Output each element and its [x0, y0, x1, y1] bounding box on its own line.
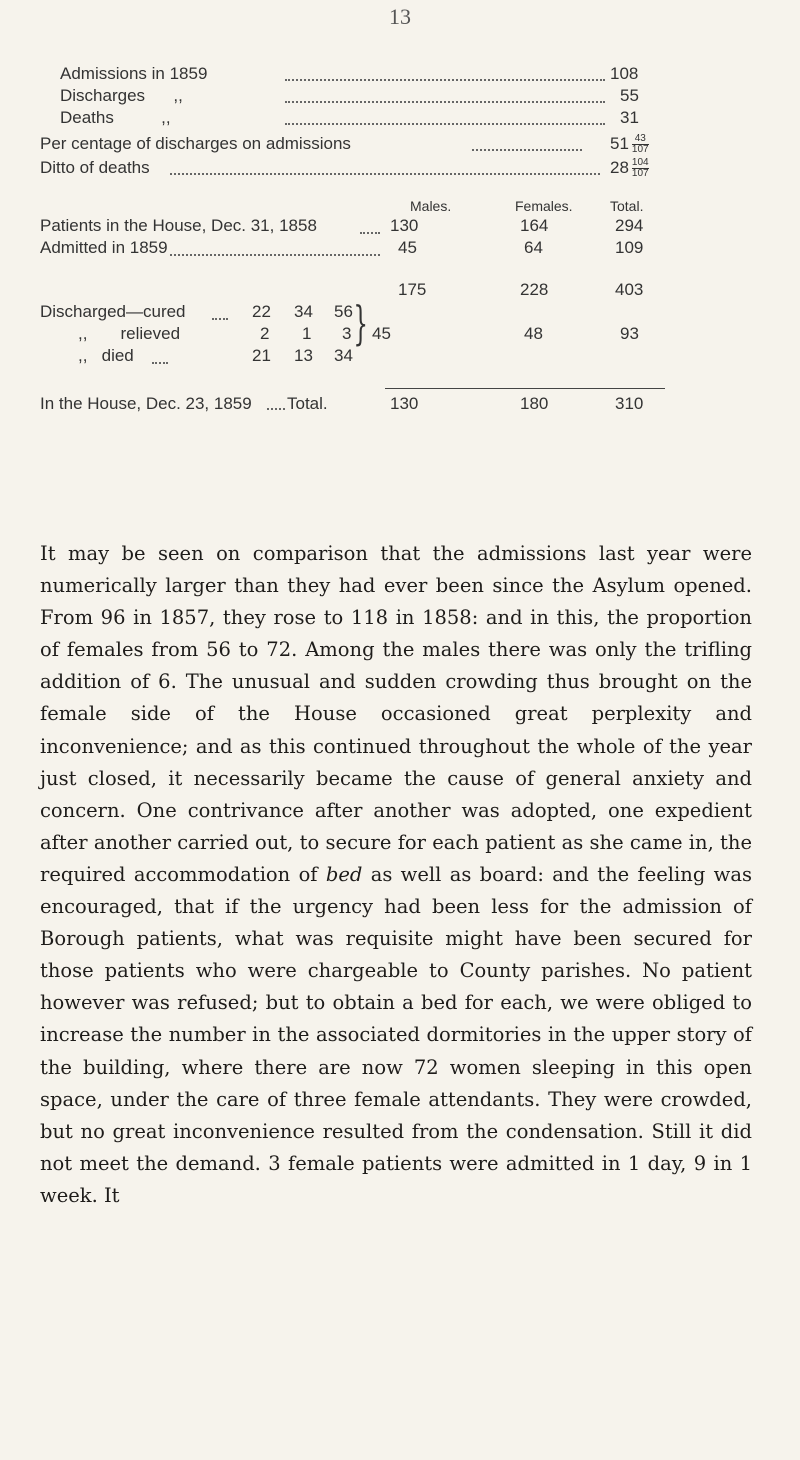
percentage-label: Per centage of discharges on admissions: [40, 134, 351, 153]
summary-label: Deaths ,,: [60, 108, 171, 127]
leader-dots: [360, 226, 380, 234]
percentage-row-discharges: [40, 134, 760, 158]
percentage-value: [610, 134, 649, 155]
discharged-label: ,, died: [78, 346, 134, 365]
leader-dots: [170, 248, 380, 256]
column-header-females: Females.: [515, 198, 573, 214]
percentages: [40, 134, 760, 182]
discharged-cell: 34: [294, 302, 313, 321]
fraction-denominator: 107: [631, 168, 649, 180]
percentage-whole: 51: [610, 134, 629, 153]
admissions-summary: [40, 64, 760, 130]
total-cell: 294: [615, 216, 644, 235]
summary-label: Discharges ,,: [60, 86, 183, 105]
leader-dots: [472, 143, 582, 151]
discharged-cell: 2: [260, 324, 270, 343]
leader-dots: [267, 402, 285, 410]
discharged-females: 48: [524, 324, 543, 343]
percentage-row-deaths: [40, 158, 760, 182]
summary-row-discharges: [40, 86, 760, 108]
body-text-start: It may be seen on comparison that the admissions last year were numerically larger than they had ever been since the Asylum opened. From 96 in 1857, they rose to 118 in 1858: and in this, the proportion of females from 56 to 72. Among the males there was only the trifling addition of 6. The unusual and sudden crowding thus brought on the female side of the House occasioned great perplexity and inconvenience; and as this continued throughout the whole of the year just closed, it necessarily became the cause of general anxiety and concern. One contrivance after another was adopted, one expedient after another carried out, to secure for each patient as she came in, the required accommodation of: [40, 542, 752, 886]
discharged-males: 45: [372, 324, 391, 343]
discharged-cell: 56: [334, 302, 353, 321]
patient-statistics-table: [40, 198, 760, 528]
females-cell: 164: [520, 216, 549, 235]
males-cell: 130: [390, 216, 419, 235]
discharged-cell: 3: [342, 324, 352, 343]
leader-dots: [152, 356, 168, 364]
percentage-label: Ditto of deaths: [40, 158, 150, 177]
discharged-label: Discharged—cured: [40, 302, 186, 321]
final-males: 130: [390, 394, 419, 413]
percentage-fraction: [632, 158, 649, 179]
column-header-males: Males.: [410, 198, 452, 214]
discharged-label: ,, relieved: [78, 324, 181, 343]
summary-label: Admissions in 1859: [60, 64, 208, 83]
fraction-numerator: 43: [634, 133, 646, 145]
fraction-denominator: 107: [631, 144, 649, 156]
subtotal-total: 403: [615, 280, 644, 299]
subtotal-males: 175: [398, 280, 427, 299]
page-number: 13: [389, 4, 411, 29]
leader-dots: [212, 312, 228, 320]
summary-row-admissions: [40, 64, 760, 86]
column-header-total: Total.: [610, 198, 644, 214]
body-text-emphasis: bed: [325, 862, 363, 886]
percentage-value: [610, 158, 649, 179]
paragraph-text: [40, 538, 752, 1212]
total-cell: 109: [615, 238, 644, 257]
summary-row-deaths: [40, 108, 760, 130]
leader-dots: [285, 73, 605, 81]
discharged-cell: 21: [252, 346, 271, 365]
discharged-cell: 34: [334, 346, 353, 365]
leader-dots: [170, 167, 600, 175]
final-row-total-word: Total.: [287, 394, 328, 413]
summary-value: 108: [610, 64, 639, 83]
leader-dots: [285, 117, 605, 125]
summary-value: 31: [620, 108, 639, 127]
discharged-total: 93: [620, 324, 639, 343]
final-females: 180: [520, 394, 549, 413]
fraction-numerator: 104: [631, 157, 649, 169]
discharged-cell: 1: [302, 324, 312, 343]
percentage-whole: 28: [610, 158, 629, 177]
row-label: Patients in the House, Dec. 31, 1858: [40, 216, 317, 235]
final-total: 310: [615, 394, 644, 413]
curly-brace: }: [353, 296, 368, 350]
discharged-cell: 22: [252, 302, 271, 321]
females-cell: 64: [524, 238, 543, 257]
leader-dots: [285, 95, 605, 103]
body-text-rest: as well as board: and the feeling was encouraged, that if the urgency had been less for the admission of Borough patients, what was requisite might have been secured for those patients who were chargeable to County parishes. No patient however was refused; but to obtain a bed for each, we were obliged to increase the number in the associated dormitories in the upper story of the building, where there are now 72 women sleeping in this open space, under the care of three female attendants. They were crowded, but no great inconvenience resulted from the condensation. Still it did not meet the demand. 3 female patients were admitted in 1 day, 9 in 1 week. It: [40, 862, 752, 1207]
summary-value: 55: [620, 86, 639, 105]
row-label: Admitted in 1859: [40, 238, 168, 257]
final-row-label: In the House, Dec. 23, 1859: [40, 394, 252, 413]
males-cell: 45: [398, 238, 417, 257]
subtotal-females: 228: [520, 280, 549, 299]
body-paragraph: [40, 538, 752, 1212]
percentage-fraction: [632, 134, 649, 155]
total-rule: [385, 388, 665, 389]
discharged-cell: 13: [294, 346, 313, 365]
